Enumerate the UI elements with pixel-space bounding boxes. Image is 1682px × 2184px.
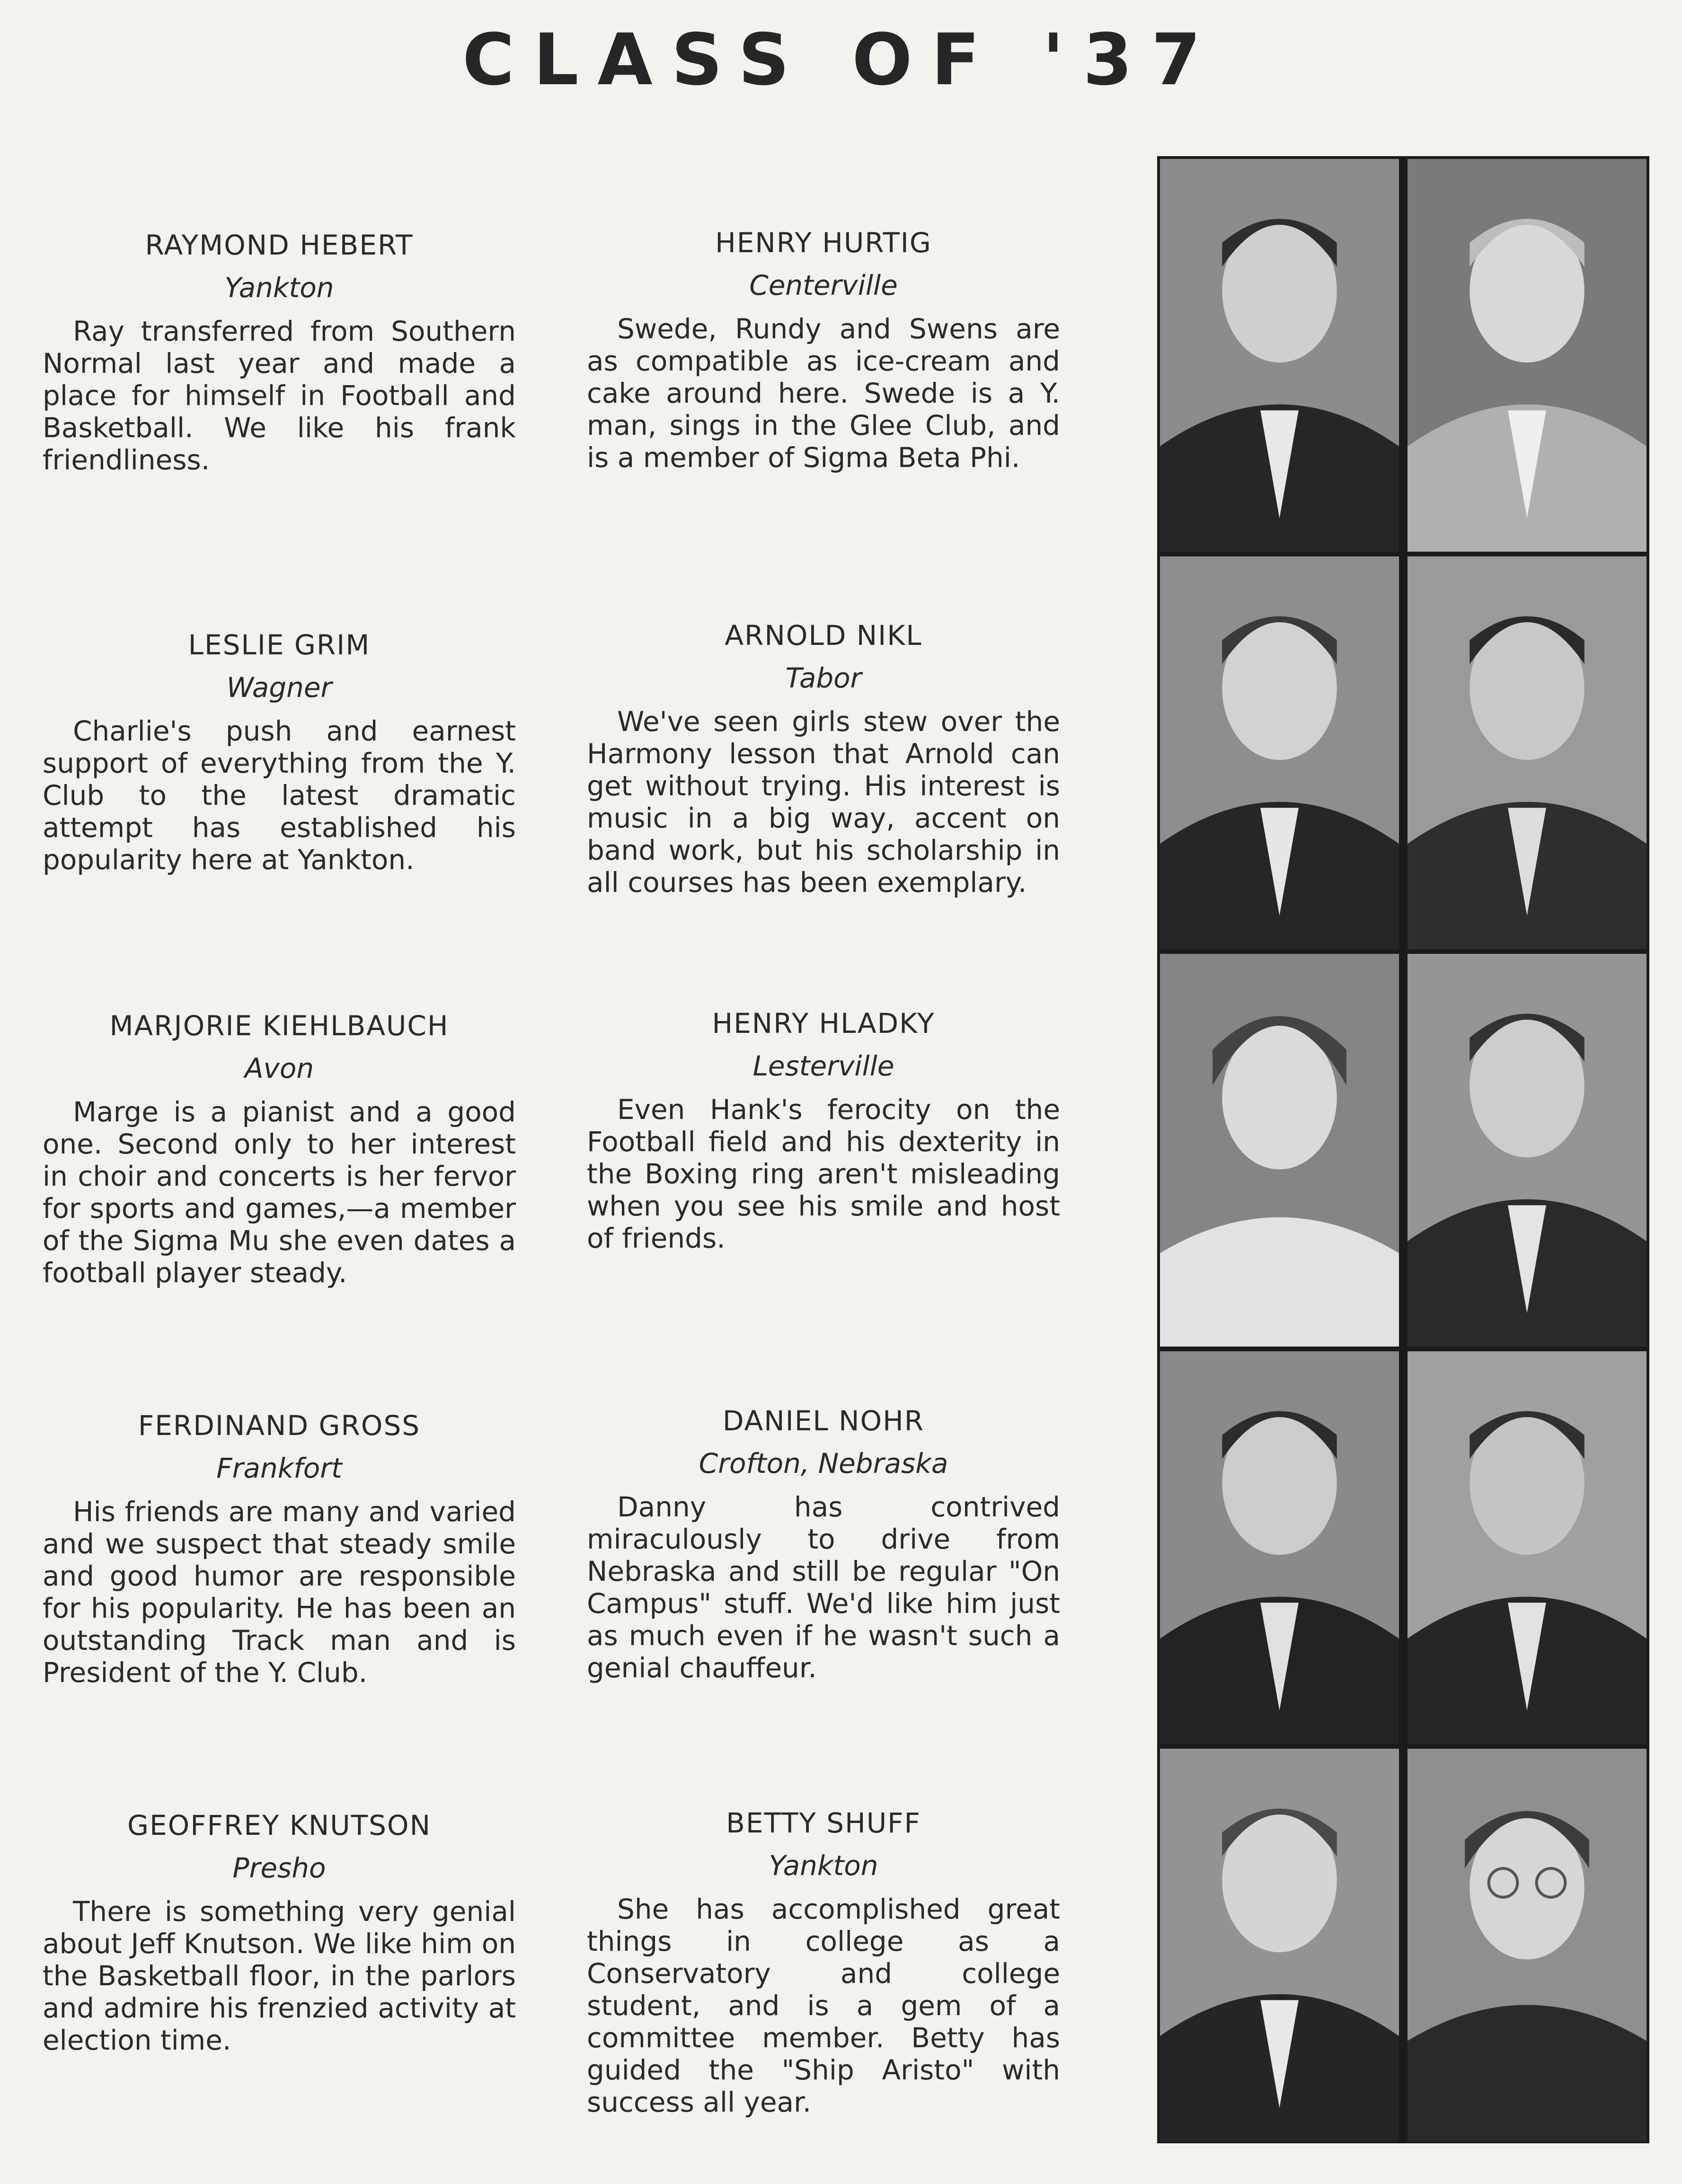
portrait-photo <box>1160 1749 1399 2141</box>
student-bio: Even Hank's ferocity on the Football field and his dexterity in the Boxing ring aren't misleading when you see his smile and host of friends. <box>587 1093 1060 1254</box>
student-town: Avon <box>244 1052 314 1084</box>
student-name: DANIEL NOHR <box>722 1405 925 1437</box>
student-town: Lesterville <box>752 1050 894 1082</box>
student-entry <box>43 1008 516 1289</box>
student-entry <box>587 1805 1060 2118</box>
student-name: HENRY HLADKY <box>712 1007 935 1039</box>
student-entry <box>43 627 516 876</box>
student-bio: We've seen girls stew over the Harmony lesson that Arnold can get without trying. His interest is music in a big way, accent on band work, but his scholarship in all courses has been exemplary. <box>587 705 1060 898</box>
portrait-photo <box>1160 159 1399 552</box>
student-town: Yankton <box>224 272 334 304</box>
student-entry <box>587 1005 1060 1254</box>
student-entry <box>43 1408 516 1689</box>
student-entry <box>43 1807 516 2056</box>
portrait-photo <box>1408 159 1647 552</box>
student-bio: Charlie's push and earnest support of everything from the Y. Club to the latest dramatic attempt has established his popularity here at Yankton. <box>43 715 516 876</box>
student-name: HENRY HURTIG <box>715 227 932 259</box>
student-town: Yankton <box>769 1849 878 1882</box>
portrait-photo <box>1160 954 1399 1347</box>
portrait-photo <box>1408 954 1647 1347</box>
student-town: Wagner <box>226 671 332 704</box>
student-name: BETTY SHUFF <box>726 1807 921 1839</box>
student-town: Crofton, Nebraska <box>699 1447 948 1479</box>
portrait-photo <box>1408 1351 1647 1744</box>
student-bio: Swede, Rundy and Swens are as compatible as ice-cream and cake around here. Swede is a Y. man, sings in the Glee Club, and is a member of Sigma Beta Phi. <box>587 313 1060 474</box>
student-town: Presho <box>232 1852 326 1884</box>
student-name: LESLIE GRIM <box>188 629 371 661</box>
student-bio: His friends are many and varied and we suspect that steady smile and good humor are responsible for his popularity. He has been an outstanding Track man and is President of the Y. Club. <box>43 1496 516 1689</box>
student-name: ARNOLD NIKL <box>725 619 922 652</box>
portrait-photo <box>1408 556 1647 949</box>
student-bio: Marge is a pianist and a good one. Second only to her interest in choir and concerts is her fervor for sports and games,—a member of the Sigma Mu she even dates a football player steady. <box>43 1096 516 1289</box>
student-name: RAYMOND HEBERT <box>145 229 414 261</box>
student-bio: Ray transferred from Southern Normal last year and made a place for himself in Football and Basketball. We like his frank friendliness. <box>43 315 516 476</box>
portrait-photo <box>1160 1351 1399 1744</box>
student-town: Tabor <box>785 662 862 694</box>
portrait-photo <box>1408 1749 1647 2141</box>
student-name: GEOFFREY KNUTSON <box>127 1809 431 1841</box>
portrait-grid <box>1157 156 1649 2143</box>
student-entry <box>587 1403 1060 1684</box>
student-town: Frankfort <box>216 1452 342 1484</box>
student-bio: There is something very genial about Jeff Knutson. We like him on the Basketball floor, in the parlors and admire his frenzied activity at election time. <box>43 1895 516 2056</box>
student-entry <box>587 225 1060 474</box>
student-entry <box>43 227 516 476</box>
page-title: CLASS OF '37 <box>462 19 1220 101</box>
student-name: FERDINAND GROSS <box>138 1409 421 1442</box>
portrait-photo <box>1160 556 1399 949</box>
student-town: Centerville <box>749 269 898 301</box>
student-bio: Danny has contrived miraculously to drive from Nebraska and still be regular "On Campus" stuff. We'd like him just as much even if he wasn't such a genial chauffeur. <box>587 1491 1060 1684</box>
student-bio: She has accomplished great things in college as a Conservatory and college student, and is a gem of a committee member. Betty has guided the "Ship Aristo" with success all year. <box>587 1893 1060 2118</box>
student-name: MARJORIE KIEHLBAUCH <box>109 1010 449 1042</box>
student-entry <box>587 617 1060 898</box>
